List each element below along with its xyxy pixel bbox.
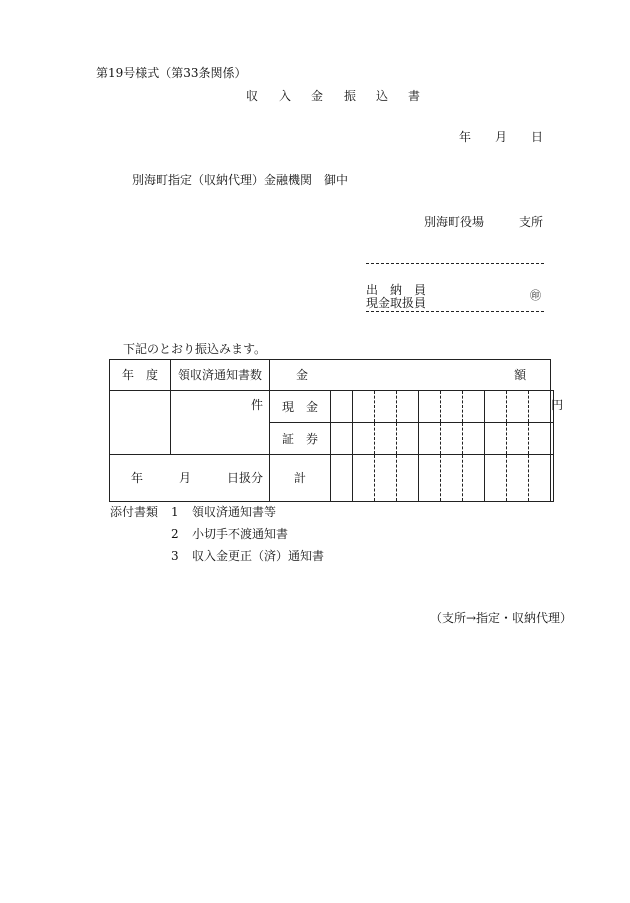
amount-digit-cell[interactable] [331,455,353,502]
header-year: 年 度 [110,360,171,391]
amount-digit-cell[interactable] [507,423,529,455]
title-char: 書 [408,89,421,103]
amount-digit-cell[interactable] [397,391,419,423]
signature-line-top [366,263,544,264]
date-year-label: 年 [459,130,472,144]
header-amount-right: 額 [514,368,527,382]
row-label-securities: 証 券 [270,423,331,455]
amount-digit-cell[interactable] [551,423,554,455]
amount-digit-cell[interactable] [485,455,507,502]
amount-digit-cell[interactable] [463,455,485,502]
row-label-total: 計 [270,455,331,502]
attachment-item: 領収済通知書等 [192,505,277,519]
amount-digit-cell[interactable] [441,423,463,455]
amount-digit-cell[interactable] [397,423,419,455]
date-month-label: 月 [495,130,508,144]
count-unit: 件 [250,398,263,412]
amount-yen-cell[interactable] [551,391,564,423]
amount-digit-cell[interactable] [529,455,551,502]
amount-digit-cell[interactable] [485,391,507,423]
yen-unit: 円 [551,398,564,412]
title-char: 入 [279,89,292,103]
transfer-table [109,359,564,502]
amount-digit-cell[interactable] [485,423,507,455]
amount-digit-cell[interactable] [529,391,551,423]
attachment-item: 収入金更正（済）通知書 [192,549,325,563]
date-handled-label: 年 月 日扱分 [130,471,263,485]
amount-digit-cell[interactable] [529,423,551,455]
amount-digit-cell[interactable] [551,455,554,502]
attachment-number: 1 [171,505,179,519]
amount-digit-cell[interactable] [419,455,441,502]
amount-digit-cell[interactable] [375,391,397,423]
amount-digit-cell[interactable] [331,391,353,423]
amount-digit-cell[interactable] [419,391,441,423]
officer-title-1: 出 納 員 [366,283,427,297]
form-number: 第19号様式（第33条関係） [96,66,247,80]
attachment-item: 小切手不渡通知書 [192,527,289,541]
title-char: 込 [376,89,389,103]
amount-digit-cell[interactable] [353,423,375,455]
amount-digit-cell[interactable] [441,455,463,502]
office-branch: 支所 [519,215,544,229]
amount-digit-cell[interactable] [463,423,485,455]
count-cell[interactable] [171,391,270,455]
amount-digit-cell[interactable] [331,423,353,455]
intro-text: 下記のとおり振込みます。 [123,342,267,356]
amount-digit-cell[interactable] [507,391,529,423]
amount-digit-cell[interactable] [441,391,463,423]
title-char: 収 [246,89,259,103]
amount-digit-cell[interactable] [353,391,375,423]
header-amount [270,360,551,391]
amount-digit-cell[interactable] [375,455,397,502]
office-name: 別海町役場 [424,215,485,229]
seal-mark: ㊞ [530,289,541,302]
attachment-number: 3 [171,549,179,563]
amount-digit-cell[interactable] [397,455,419,502]
amount-digit-cell[interactable] [419,423,441,455]
title-char: 金 [311,89,324,103]
amount-digit-cell[interactable] [353,455,375,502]
year-cell[interactable] [110,391,171,455]
amount-digit-cell[interactable] [463,391,485,423]
signature-line-bottom [366,311,544,312]
title-char: 振 [344,89,357,103]
amount-digit-cell[interactable] [507,455,529,502]
routing-note: （支所→指定・収納代理） [430,611,573,625]
amount-digit-cell[interactable] [375,423,397,455]
row-label-cash: 現 金 [270,391,331,423]
header-amount-left: 金 [296,368,309,382]
addressee: 別海町指定（収納代理）金融機関 御中 [132,173,349,187]
attachment-number: 2 [171,527,179,541]
date-day-label: 日 [531,130,544,144]
date-handled-cell[interactable] [110,455,270,502]
attachments-label: 添付書類 [110,505,159,519]
officer-title-2: 現金取扱員 [366,296,427,310]
header-count: 領収済通知書数 [171,360,270,391]
